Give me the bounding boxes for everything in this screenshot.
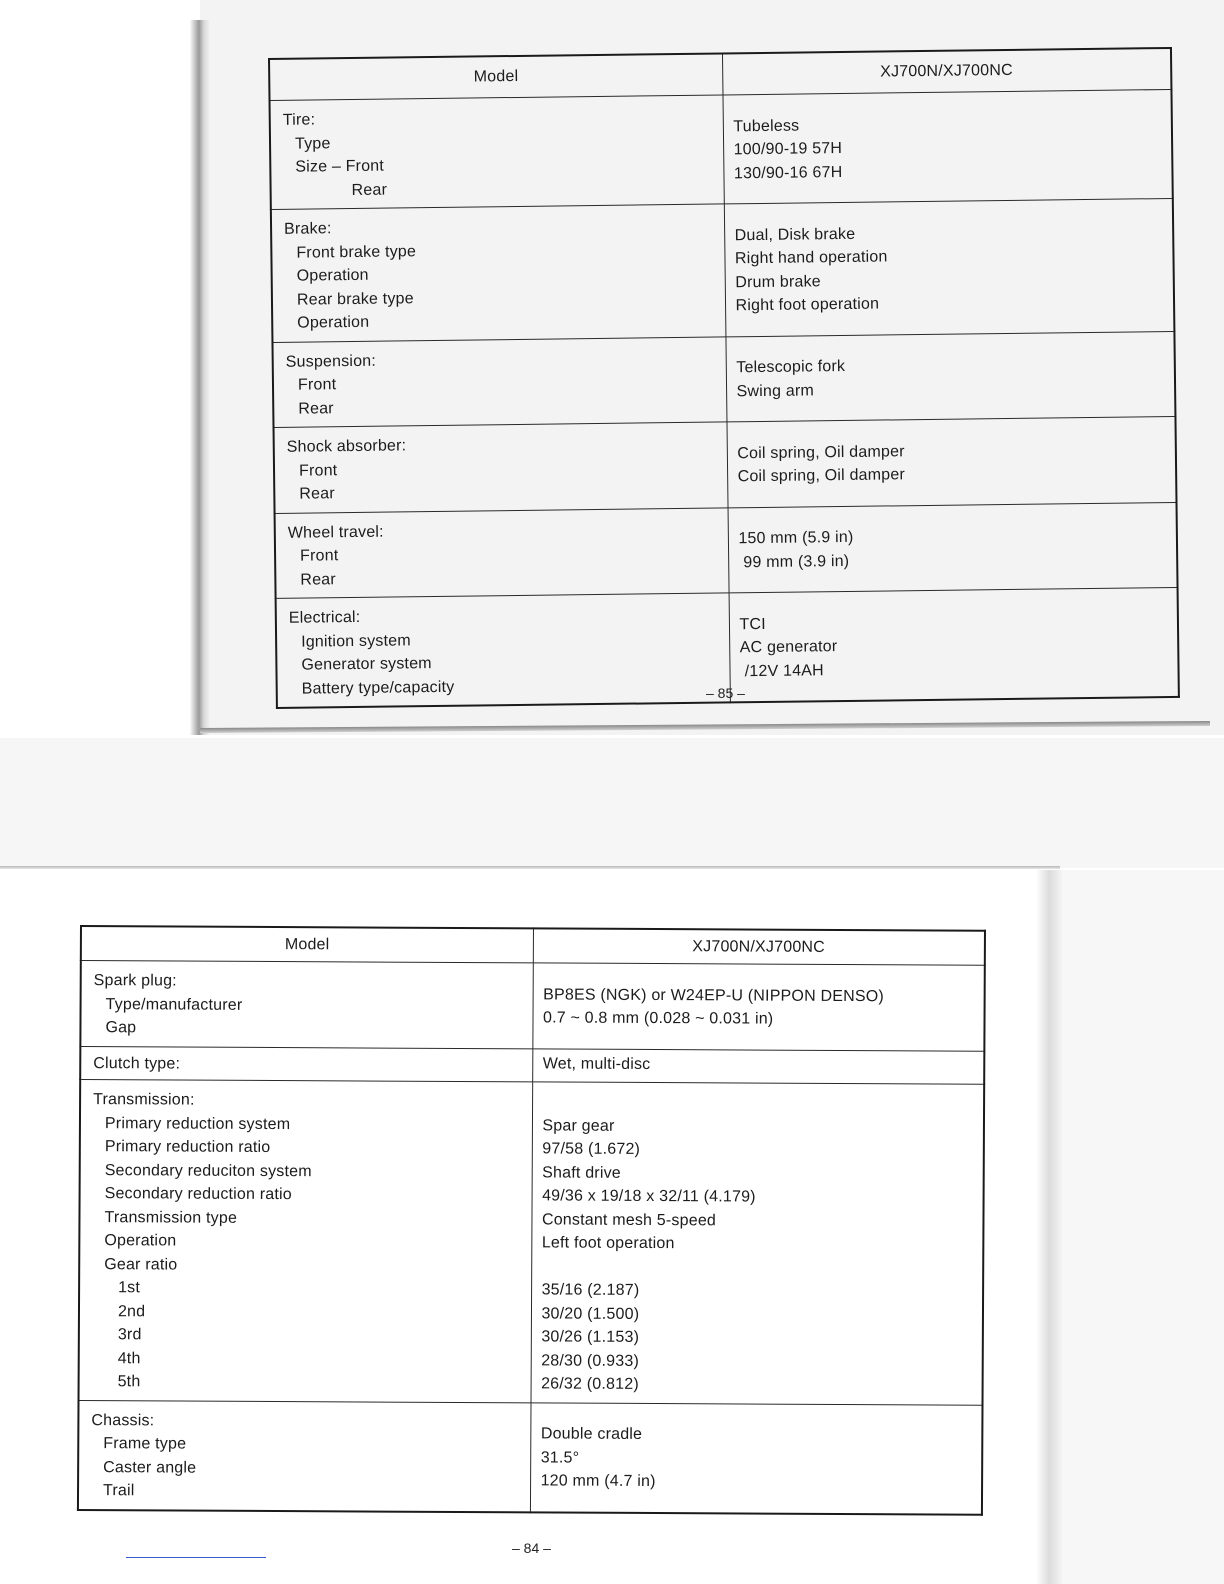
book-spine-shadow [190, 20, 210, 735]
spec-value: 97/58 (1.672) [542, 1140, 641, 1158]
table-row-wheel-travel [275, 502, 1178, 599]
spec-value: Coil spring, Oil damper [737, 443, 905, 463]
spec-labels [274, 422, 728, 513]
spec-label: 2nd [117, 1302, 146, 1320]
table-row-transmission [79, 1080, 985, 1405]
spec-value: Constant mesh 5-speed [541, 1210, 717, 1229]
spec-labels [79, 1080, 533, 1403]
spec-label: Operation [104, 1232, 177, 1250]
spec-label: Rear [298, 399, 334, 418]
spec-label: Gap [105, 1019, 137, 1037]
spec-label: Trail [102, 1482, 135, 1500]
spec-table-page-84 [77, 925, 986, 1515]
spec-value: Spar gear [542, 1116, 615, 1135]
spec-value: 120 mm (4.7 in) [540, 1472, 656, 1491]
spec-labels [271, 204, 726, 342]
spec-label: Secondary reduction ratio [104, 1185, 292, 1204]
table-header-row [81, 926, 985, 965]
spec-value: 100/90-19 57H [733, 140, 843, 159]
spec-value: 49/36 x 19/18 x 32/11 (4.179) [542, 1187, 756, 1206]
section-label: Suspension: [285, 352, 377, 371]
bottom-page-right-strip [1062, 870, 1224, 1584]
spec-label: Battery type/capacity [301, 678, 455, 698]
table-row-spark-plug [80, 961, 984, 1051]
spec-label: Rear [299, 485, 335, 503]
section-label: Chassis: [91, 1411, 155, 1429]
spec-value: TCI [739, 615, 766, 634]
spec-values [531, 1082, 985, 1405]
section-label: Electrical: [288, 608, 361, 627]
spec-label: Frame type [103, 1435, 187, 1453]
scan-gap [0, 738, 1224, 868]
spec-value: Swing arm [736, 382, 815, 401]
spec-label: Caster angle [103, 1458, 197, 1477]
spec-values [725, 331, 1175, 422]
bottom-page-right-shadow [1036, 870, 1062, 1584]
spec-label: Primary reduction ratio [104, 1138, 271, 1156]
spec-label: Front brake type [296, 242, 417, 262]
spec-values [532, 963, 984, 1051]
spec-labels [80, 961, 532, 1049]
spec-label: Front [297, 376, 337, 394]
bottom-page-top-edge [0, 866, 1060, 869]
model-value-header: XJ700N/XJ700NC [533, 928, 985, 965]
table-row-clutch [80, 1046, 984, 1084]
spec-labels [272, 336, 726, 427]
spec-value: Left foot operation [541, 1234, 675, 1253]
spec-value: /12V 14AH [739, 662, 824, 681]
section-label: Transmission: [93, 1091, 195, 1109]
spec-labels [275, 507, 729, 598]
spec-label: Secondary reduciton system [104, 1161, 312, 1180]
spec-value: BP8ES (NGK) or W24EP-U (NIPPON DENSO) [543, 986, 884, 1005]
spec-value: Shaft drive [542, 1163, 621, 1182]
spec-value: Coil spring, Oil damper [737, 466, 906, 486]
spec-label: Type/manufacturer [105, 995, 243, 1014]
table-row-shock-absorber [274, 416, 1177, 513]
section-label: Clutch type: [93, 1054, 181, 1073]
section-label: Wheel travel: [287, 523, 384, 542]
spec-label: Primary reduction system [104, 1114, 291, 1133]
spec-value: Drum brake [735, 273, 821, 292]
model-header: Model [81, 926, 533, 963]
spec-value: Double cradle [540, 1425, 643, 1444]
spec-value: 150 mm (5.9 in) [738, 529, 854, 548]
spec-value: 99 mm (3.9 in) [738, 552, 850, 572]
model-header: Model [269, 53, 722, 100]
spec-label: 3rd [117, 1326, 142, 1344]
spec-label: Operation [296, 266, 369, 285]
section-label: Shock absorber: [286, 437, 407, 456]
spec-values [726, 416, 1176, 507]
blue-underline-artifact [126, 1557, 266, 1558]
spec-label: Rear brake type [296, 289, 414, 309]
table-row-tire [270, 89, 1173, 209]
page-number-84: – 84 – [512, 1540, 551, 1556]
spec-value: 30/26 (1.153) [541, 1328, 640, 1346]
spec-value: Right foot operation [735, 295, 880, 315]
spec-labels [78, 1400, 531, 1512]
spec-label: Front [299, 547, 339, 565]
table-row-suspension [272, 331, 1175, 428]
spec-label: Operation [297, 313, 370, 332]
spec-label: 4th [117, 1349, 141, 1367]
spec-value: 26/32 (0.812) [541, 1375, 639, 1393]
spec-value: 0.7 ~ 0.8 mm (0.028 ~ 0.031 in) [542, 1009, 774, 1028]
spec-labels [80, 1046, 532, 1082]
spec-value: 35/16 (2.187) [541, 1281, 640, 1299]
spec-value: Right hand operation [734, 248, 888, 268]
spec-value [542, 1255, 973, 1281]
spec-values [729, 587, 1179, 702]
spec-values [724, 198, 1175, 336]
spec-value: AC generator [739, 638, 838, 657]
spec-value: Telescopic fork [736, 358, 846, 377]
spec-value: Dual, Disk brake [734, 225, 856, 245]
page-number-85: – 85 – [706, 685, 745, 701]
spec-label: Transmission type [104, 1208, 238, 1227]
spec-label: Front [298, 461, 338, 480]
spec-value: 28/30 (0.933) [541, 1351, 640, 1370]
spec-value [543, 1090, 974, 1116]
spec-value: 31.5° [540, 1449, 580, 1467]
spec-value: 30/20 (1.500) [541, 1304, 640, 1323]
spec-labels [270, 95, 724, 210]
spec-label: Type [294, 134, 331, 153]
spec-label: 5th [117, 1373, 141, 1391]
section-label: Tire: [282, 111, 316, 129]
spec-value: 130/90-16 67H [733, 163, 843, 183]
model-value-header: XJ700N/XJ700NC [722, 48, 1171, 95]
spec-label: Rear [300, 570, 336, 589]
section-label: Spark plug: [93, 972, 177, 990]
table-row-chassis [78, 1400, 983, 1514]
spec-values [728, 502, 1178, 593]
spec-label: Ignition system [301, 631, 411, 651]
spec-values [722, 89, 1172, 203]
spec-label: 1st [118, 1279, 141, 1297]
spec-values [532, 1048, 984, 1084]
spec-label: Generator system [301, 655, 432, 674]
spec-label: Gear ratio [104, 1255, 178, 1274]
spec-value: Wet, multi-disc [542, 1054, 651, 1073]
spec-value: Tubeless [733, 117, 800, 136]
spec-label: Size – Front [295, 157, 385, 176]
table-row-brake [271, 198, 1175, 342]
spec-labels [276, 593, 730, 708]
spec-values [530, 1402, 983, 1514]
section-label: Brake: [283, 220, 332, 238]
spec-table-page-85 [268, 47, 1180, 709]
spec-label: Rear [351, 181, 388, 199]
